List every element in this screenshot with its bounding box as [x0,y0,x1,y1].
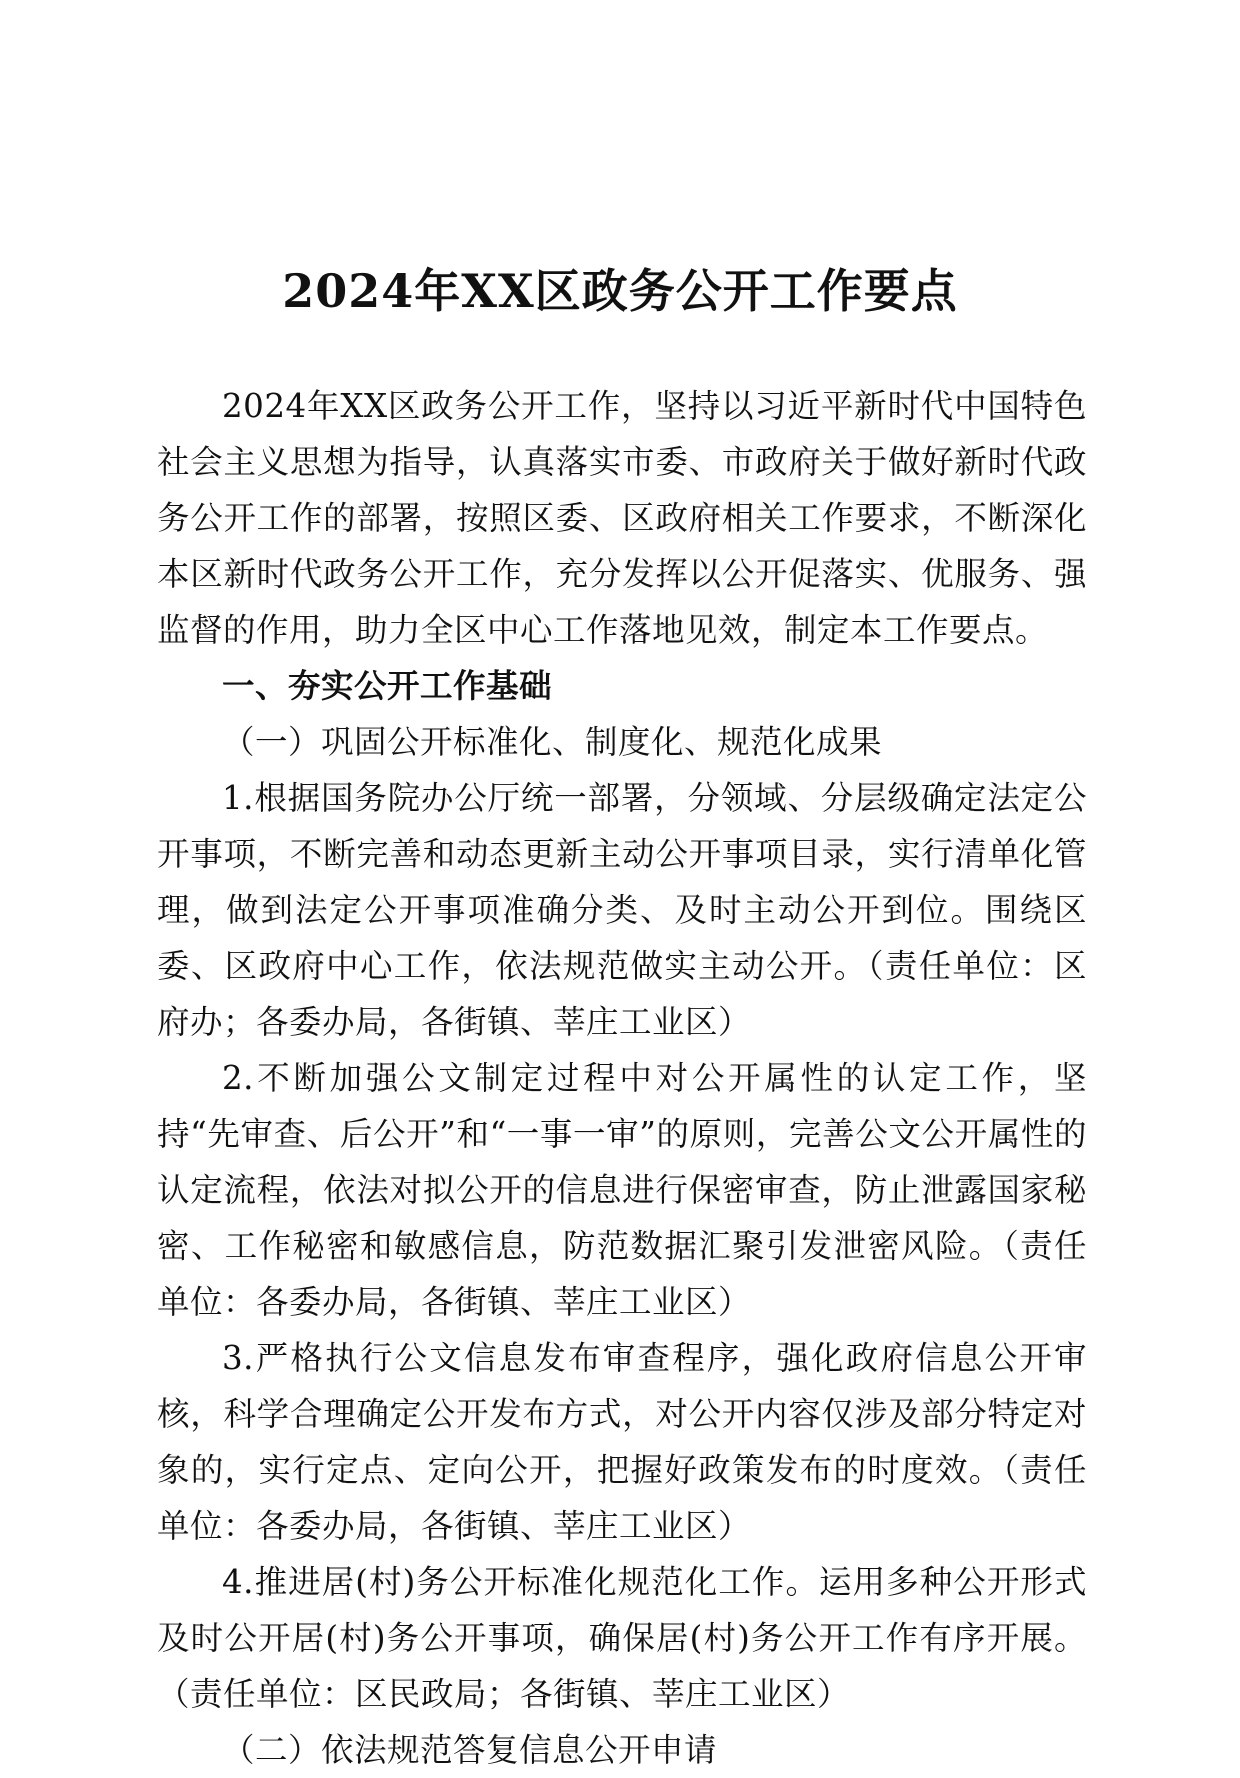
subsection-heading-2: （二）依法规范答复信息公开申请 [222,1731,718,1769]
item-paragraph-3: 3.严格执行公文信息发布审查程序，强化政府信息公开审核，科学合理确定公开发布方式，对公开内容仅涉及部分特定对象的，实行定点、定向公开，把握好政策发布的时度效。（责任单位：各委办局，各街镇、莘庄工业区） [157,1339,1087,1545]
document-body [157,378,1087,1778]
item-paragraph-1: 1.根据国务院办公厅统一部署，分领域、分层级确定法定公开事项，不断完善和动态更新主动公开事项目录，实行清单化管理，做到法定公开事项准确分类、及时主动公开到位。围绕区委、区政府中心工作，依法规范做实主动公开。（责任单位：区府办；各委办局，各街镇、莘庄工业区） [157,779,1087,1041]
item-paragraph-4: 4.推进居(村)务公开标准化规范化工作。运用多种公开形式及时公开居(村)务公开事项，确保居(村)务公开工作有序开展。（责任单位：区民政局；各街镇、莘庄工业区） [157,1563,1087,1713]
section-heading-1: 一、夯实公开工作基础 [222,667,553,705]
intro-paragraph: 2024年XX区政务公开工作，坚持以习近平新时代中国特色社会主义思想为指导，认真落实市委、市政府关于做好新时代政务公开工作的部署，按照区委、区政府相关工作要求，不断深化本区新时代政务公开工作，充分发挥以公开促落实、优服务、强监督的作用，助力全区中心工作落地见效，制定本工作要点。 [157,387,1087,649]
document-title: 2024年XX区政务公开工作要点 [282,263,958,318]
subsection-heading-1: （一）巩固公开标准化、制度化、规范化成果 [222,723,883,761]
item-paragraph-2: 2.不断加强公文制定过程中对公开属性的认定工作，坚持“先审查、后公开”和“一事一审”的原则，完善公文公开属性的认定流程，依法对拟公开的信息进行保密审查，防止泄露国家秘密、工作秘密和敏感信息，防范数据汇聚引发泄密风险。（责任单位：各委办局，各街镇、莘庄工业区） [157,1059,1087,1321]
